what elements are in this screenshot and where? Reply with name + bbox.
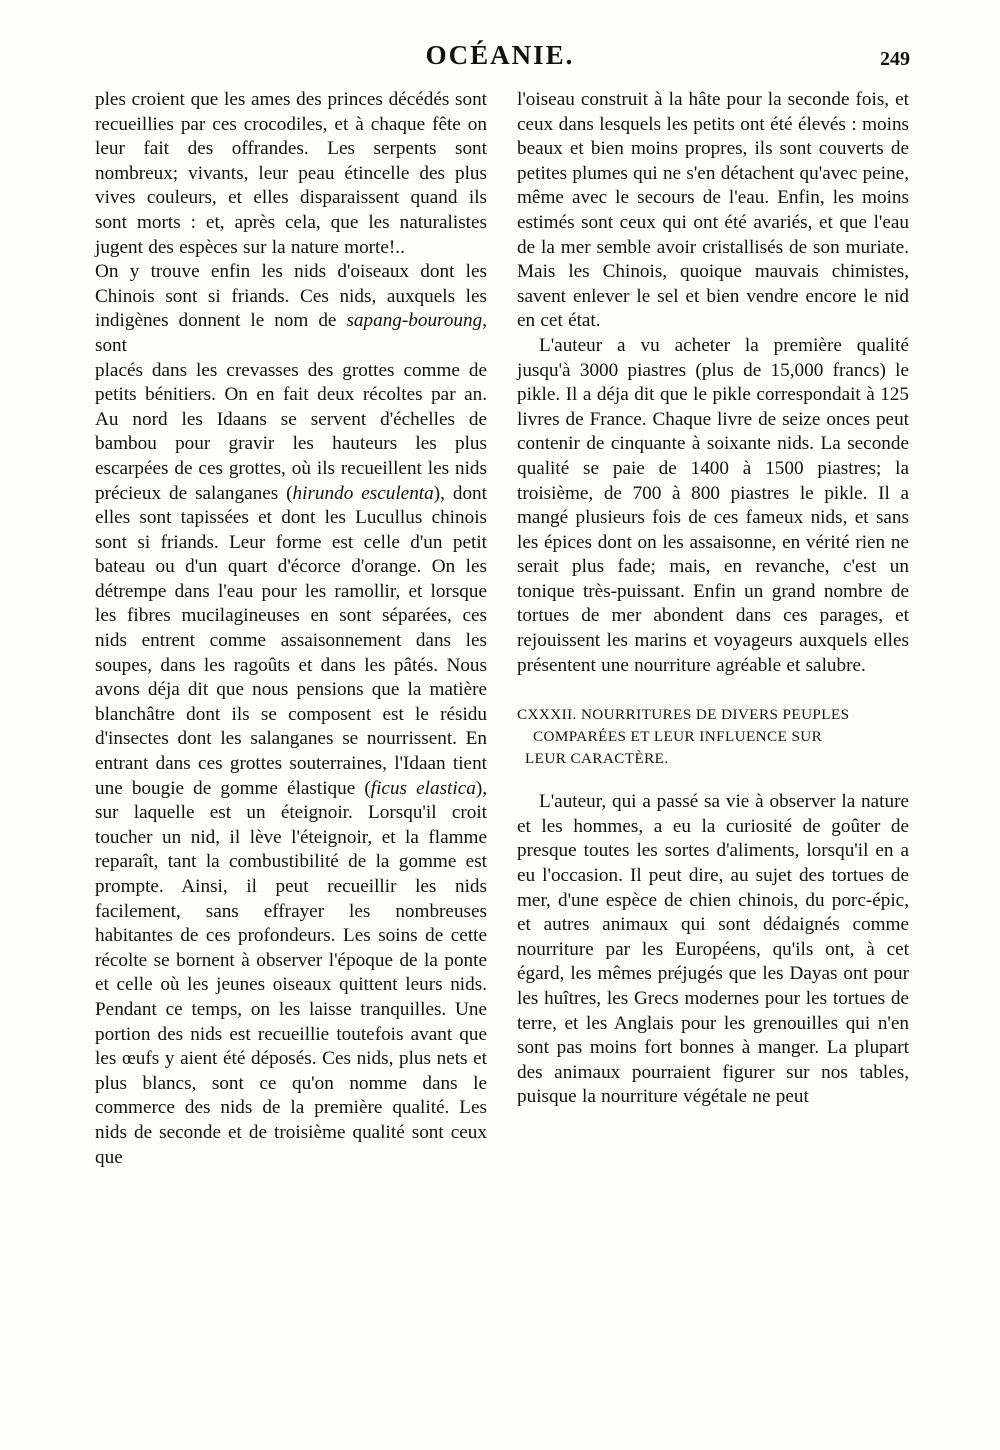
left-column <box>95 88 487 1388</box>
paragraph-text: On y trouve enfin les nids d'oiseaux dont les Chinois sont si friands. Ces nids, auxquels les indigènes donnent le nom de <box>95 261 487 332</box>
section-heading <box>517 704 909 770</box>
italic-term-sapang: sapang-bouroung <box>346 310 483 332</box>
paragraph <box>95 359 487 1171</box>
section-heading-line1: CXXXII. NOURRITURES DE DIVERS PEUPLES <box>517 706 850 724</box>
page-title: OCÉANIE. <box>425 40 575 70</box>
paragraph-text-cont: , sont <box>95 310 487 356</box>
paragraph-text-cont: ), sur laquelle est un éteignoir. Lorsqu'il croit toucher un nid, il lève l'éteignoir, et la flamme reparaît, tant la combustibilité de la gomme est prompte. Ainsi, il peut recueillir les nids facilement, sans effrayer les nombreuses habitantes de ces profondeurs. Les soins de cette récolte se bornent à observer l'époque de la ponte et celle où les jeunes oiseaux quittent leurs nids. Pendant ce temps, on les laisse tranquilles. Une portion des nids est recueillie toutefois avant que les œufs y aient été déposés. Ces nids, plus nets et plus blancs, sont ce qu'on nomme dans le commerce des nids de la première qualité. Les nids de seconde et de troisième qualité sont ceux que <box>95 777 487 1168</box>
italic-term-ficus: ficus elastica <box>370 777 476 799</box>
paragraph: ples croient que les ames des princes décédés sont recueillies par ces crocodiles, et à chaque fête on leur fait des offrandes. Les serpents sont nombreux; vivants, leur peau étincelle des plus vives couleurs, et elles disparaissent quand ils sont morts : et, après cela, que les naturalistes jugent des espèces sur la nature morte!.. <box>95 89 487 258</box>
section-heading-line2: COMPARÉES ET LEUR INFLUENCE SUR <box>533 728 823 746</box>
two-column-body <box>95 88 910 1388</box>
page-number: 249 <box>880 48 910 70</box>
page-header <box>0 40 1000 76</box>
section-heading-line3: LEUR CARACTÈRE. <box>525 750 669 768</box>
paragraph: L'auteur, qui a passé sa vie à observer la nature et les hommes, a eu la curiosité de goûter de presque toutes les sortes d'aliments, lorsqu'il en a eu l'occasion. Il peut dire, au sujet des tortues de mer, d'une espèce de chien chinois, du porc-épic, et autres animaux qui sont dédaignés comme nourriture par les Européens, qu'ils ont, à cet égard, les mêmes préjugés que les Dayas ont pour les huîtres, les Grecs modernes pour les tortues de terre, et les Anglais pour les grenouilles qui n'en sont pas moins fort bonnes à manger. La plupart des animaux pourraient figurer sur nos tables, puisque la nourriture végétale ne peut <box>517 791 909 1108</box>
paragraph: l'oiseau construit à la hâte pour la seconde fois, et ceux dans lesquels les petits ont été élevés : moins beaux et bien moins propres, ils sont couverts de petites plumes qui ne s'en détachent qu'avec peine, même avec le secours de l'eau. Enfin, les moins estimés sont ceux qui ont été avariés, et que l'eau de la mer semble avoir cristallisés de son muriate. Mais les Chinois, quoique mauvais chimistes, savent enlever le sel et bien vendre encore le nid en cet état. <box>517 89 909 332</box>
paragraph <box>95 260 487 358</box>
paragraph: L'auteur a vu acheter la première qualité jusqu'à 3000 piastres (plus de 15,000 francs) le pikle. Il a déja dit que le pikle correspondait à 125 livres de France. Chaque livre de seize onces peut contenir de cinquante à soixante nids. La seconde qualité se paie de 1400 à 1500 piastres; la troisième, de 700 à 800 piastres le pikle. Il a mangé plusieurs fois de ces fameux nids, et sans les épices dont on les assaisonne, en vérité rien ne serait plus fade; mais, en revanche, c'est un tonique très-puissant. Enfin un grand nombre de tortues de mer abondent dans ces parages, et rejouissent les marins et voyageurs auxquels elles présentent une nourriture agréable et salubre. <box>517 334 909 676</box>
right-column <box>517 88 909 1388</box>
italic-term-hirundo: hirundo esculenta <box>292 482 434 504</box>
paragraph-text-cont: ), dont elles sont tapissées et dont les Lucullus chinois sont si friands. Leur forme est celle d'un petit bateau ou d'un quart d'écorce d'orange. On les détrempe dans l'eau pour les ramollir, et lorsque les fibres mucilagineuses en sont séparées, ces nids entrent comme assaisonnement dans les soupes, dans les ragoûts et dans les pâtés. Nous avons déja dit que nous pensions que la matière blanchâtre dont ils se composent est le résidu d'insectes dont les salanganes se nourrissent. En entrant dans ces grottes souterraines, l'Idaan tient une bougie de gomme élastique ( <box>95 482 487 799</box>
paragraph-text: placés dans les crevasses des grottes comme de petits bénitiers. On en fait deux récoltes par an. Au nord les Idaans se servent d'échelles de bambou pour gravir les hauteurs les plus escarpées de ces grottes, où ils recueillent les nids précieux de salanganes ( <box>95 359 487 504</box>
